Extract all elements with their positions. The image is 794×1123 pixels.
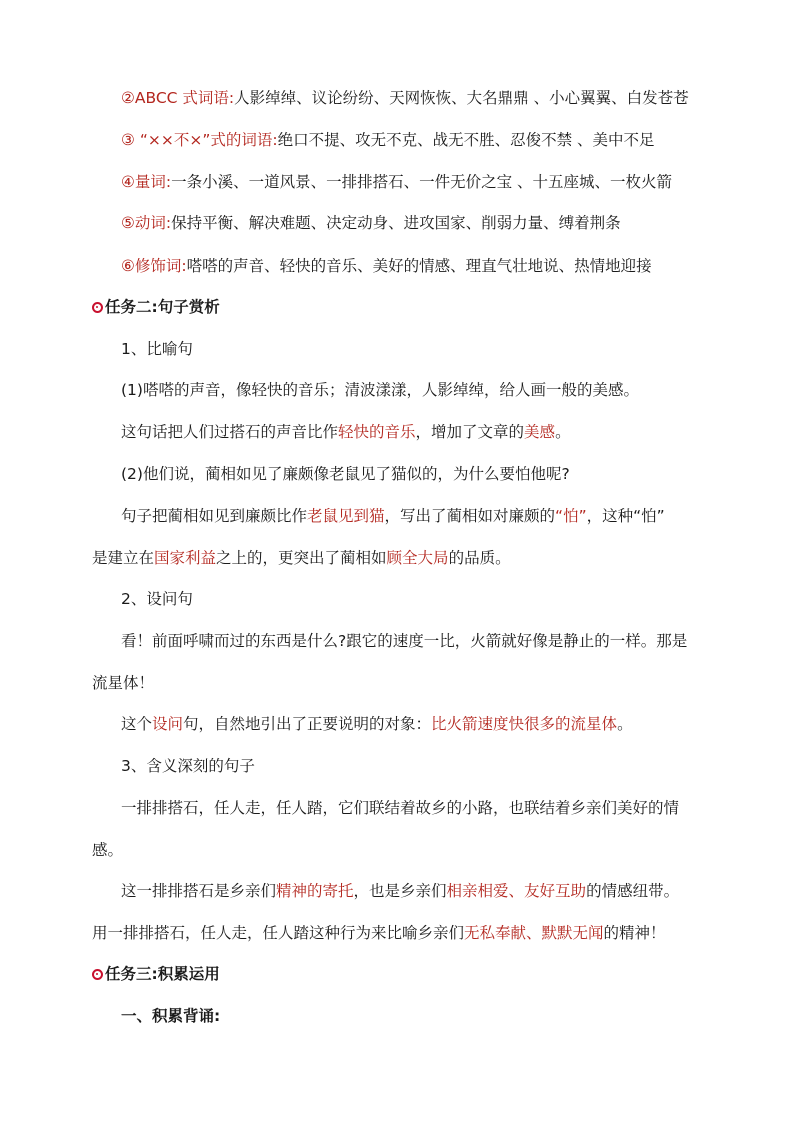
task3-heading: 任务三:积累运用 xyxy=(92,964,220,984)
section-title-deep-meaning: 3、含义深刻的句子 xyxy=(121,757,255,775)
vocab-label: ⑥修饰词: xyxy=(121,257,187,275)
analysis-4-line1: 这一排排搭石是乡亲们精神的寄托，也是乡亲们相亲相爱、友好互助的情感纽带。 xyxy=(121,882,680,900)
section-title-metaphor: 1、比喻句 xyxy=(121,340,193,358)
vocab-items: 一条小溪、一道风景、一排排搭石、一件无价之宝 、十五座城、一枚火箭 xyxy=(171,173,673,191)
example-sentence-4-line1: 一排排搭石，任人走，任人踏，它们联结着故乡的小路，也联结着乡亲们美好的情 xyxy=(121,799,680,817)
vocab-items: 人影绰绰、议论纷纷、天网恢恢、大名鼎鼎 、小心翼翼、白发苍苍 xyxy=(234,89,689,107)
vocab-line-verbs xyxy=(121,213,621,233)
example-sentence-3-line1: 看！前面呼啸而过的东西是什么?跟它的速度一比，火箭就好像是静止的一样。那是 xyxy=(121,632,688,650)
analysis-2-line1: 句子把蔺相如见到廉颇比作老鼠见到猫，写出了蔺相如对廉颇的“怕”，这种“怕” xyxy=(121,507,665,525)
analysis-4-line2: 用一排排搭石，任人走，任人踏这种行为来比喻乡亲们无私奉献、默默无闻的精神！ xyxy=(92,924,666,942)
vocab-label: ②ABCC 式词语: xyxy=(121,89,235,107)
vocab-line-modifiers xyxy=(121,256,652,276)
vocab-line-measure xyxy=(121,172,672,192)
example-sentence-4-line2: 感。 xyxy=(92,841,124,859)
vocab-items: 嗒嗒的声音、轻快的音乐、美好的情感、理直气壮地说、热情地迎接 xyxy=(186,257,652,275)
vocab-items: 绝口不提、攻无不克、战无不胜、忍俊不禁 、美中不足 xyxy=(277,131,655,149)
vocab-line-abcc xyxy=(121,88,689,108)
analysis-3: 这个设问句，自然地引出了正要说明的对象：比火箭速度快很多的流星体。 xyxy=(121,715,633,733)
bullseye-icon xyxy=(92,969,103,980)
bullseye-icon xyxy=(92,302,103,313)
subsection-title: 一、积累背诵: xyxy=(121,1007,221,1025)
analysis-2-line2: 是建立在国家利益之上的，更突出了蔺相如顾全大局的品质。 xyxy=(92,549,511,567)
vocab-label: ⑤动词: xyxy=(121,214,172,232)
example-sentence-3-line2: 流星体！ xyxy=(92,674,155,692)
example-sentence-2: (2)他们说，蔺相如见了廉颇像老鼠见了猫似的，为什么要怕他呢? xyxy=(121,465,570,483)
example-sentence-1: (1)嗒嗒的声音，像轻快的音乐；清波漾漾，人影绰绰，给人画一般的美感。 xyxy=(121,381,639,399)
vocab-label: ③ “××不×”式的词语: xyxy=(121,131,278,149)
task2-heading: 任务二:句子赏析 xyxy=(92,297,220,317)
vocab-line-bu xyxy=(121,130,655,150)
vocab-label: ④量词: xyxy=(121,173,172,191)
analysis-1: 这句话把人们过搭石的声音比作轻快的音乐，增加了文章的美感。 xyxy=(121,423,571,441)
section-title-rhetorical: 2、设问句 xyxy=(121,590,193,608)
vocab-items: 保持平衡、解决难题、决定动身、进攻国家、削弱力量、缚着荆条 xyxy=(171,214,621,232)
